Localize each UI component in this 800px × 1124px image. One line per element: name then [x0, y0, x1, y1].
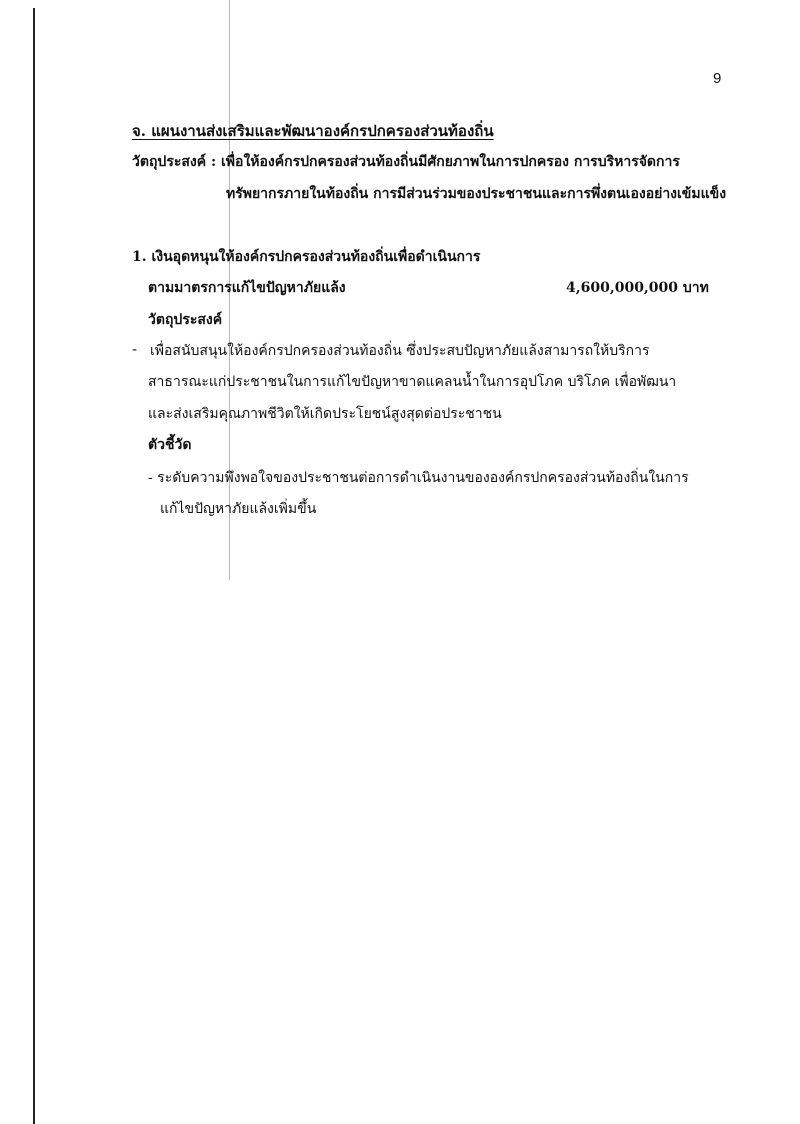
objective-line-3: และส่งเสริมคุณภาพชีวิตให้เกิดประโยชน์สูงสุดต่อประชาชน: [148, 406, 502, 422]
item-title-line-1: 1. เงินอุดหนุนให้องค์กรปกครองส่วนท้องถิ่นเพื่อดำเนินการ: [132, 249, 481, 265]
section-objective-line-1: วัตถุประสงค์ : เพื่อให้องค์กรปกครองส่วนท้องถิ่นมีศักยภาพในการปกครอง การบริหารจัดการ: [132, 154, 680, 170]
section-heading: จ. แผนงานส่งเสริมและพัฒนาองค์กรปกครองส่วนท้องถิ่น: [132, 122, 494, 140]
item-amount: 4,600,000,000 บาท: [566, 280, 709, 296]
objective-label: วัตถุประสงค์: [148, 312, 223, 328]
page-number: 9: [713, 70, 722, 87]
objective-line-2: สาธารณะแก่ประชาชนในการแก้ไขปัญหาขาดแคลนน้ำในการอุปโภค บริโภค เพื่อพัฒนา: [148, 374, 677, 390]
indicator-label: ตัวชี้วัด: [148, 437, 192, 453]
objective-line-1: เพื่อสนับสนุนให้องค์กรปกครองส่วนท้องถิ่น ซึ่งประสบปัญหาภัยแล้งสามารถให้บริการ: [150, 343, 650, 359]
objective-bullet-dash: -: [132, 340, 138, 358]
scan-edge-line: [33, 8, 35, 1124]
item-title-line-2: ตามมาตรการแก้ไขปัญหาภัยแล้ง: [148, 280, 346, 296]
section-objective-line-2: ทรัพยากรภายในท้องถิ่น การมีส่วนร่วมของประชาชนและการพึ่งตนเองอย่างเข้มแข็ง: [226, 186, 727, 202]
indicator-line-1: - ระดับความพึงพอใจของประชาชนต่อการดำเนินงานขององค์กรปกครองส่วนท้องถิ่นในการ: [148, 470, 689, 486]
indicator-line-2: แก้ไขปัญหาภัยแล้งเพิ่มขึ้น: [160, 501, 317, 517]
